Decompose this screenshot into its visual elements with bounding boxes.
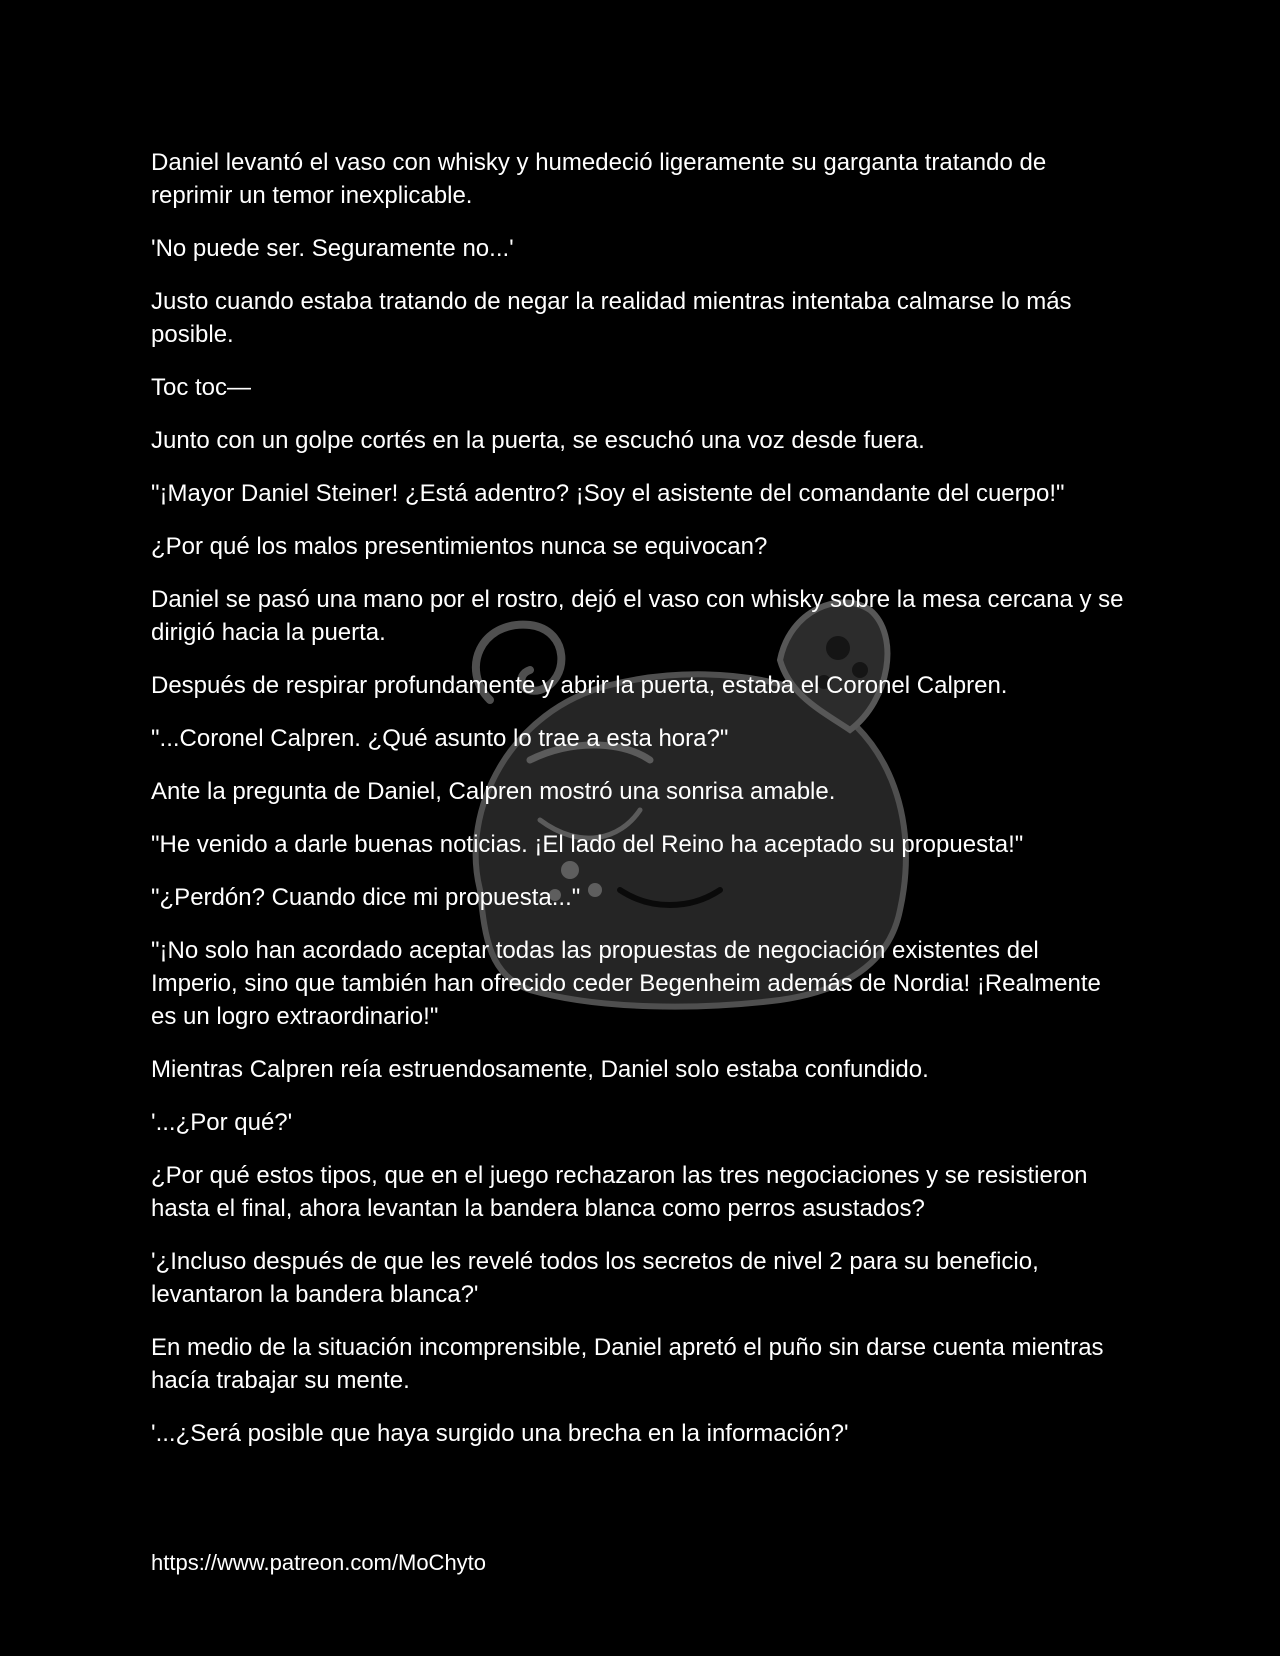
paragraph: Después de respirar profundamente y abrir la puerta, estaba el Coronel Calpren. bbox=[151, 672, 1008, 699]
text-body bbox=[151, 146, 1131, 1470]
paragraph: Justo cuando estaba tratando de negar la realidad mientras intentaba calmarse lo más posible. bbox=[151, 288, 1072, 348]
paragraph: "He venido a darle buenas noticias. ¡El lado del Reino ha aceptado su propuesta!" bbox=[151, 831, 1024, 858]
patreon-link[interactable]: https://www.patreon.com/MoChyto bbox=[151, 1550, 487, 1575]
paragraph: '...¿Por qué?' bbox=[151, 1109, 293, 1136]
paragraph: ¿Por qué estos tipos, que en el juego rechazaron las tres negociaciones y se resistieron hasta el final, ahora levantan la bandera blanca como perros asustados? bbox=[151, 1162, 1088, 1222]
paragraph: "...Coronel Calpren. ¿Qué asunto lo trae a esta hora?" bbox=[151, 725, 729, 752]
paragraph: Toc toc— bbox=[151, 374, 252, 401]
paragraph: Mientras Calpren reía estruendosamente, Daniel solo estaba confundido. bbox=[151, 1056, 929, 1083]
paragraph: "¿Perdón? Cuando dice mi propuesta..." bbox=[151, 884, 581, 911]
paragraph: ¿Por qué los malos presentimientos nunca se equivocan? bbox=[151, 533, 768, 560]
paragraph: Ante la pregunta de Daniel, Calpren mostró una sonrisa amable. bbox=[151, 778, 836, 805]
paragraph: Daniel se pasó una mano por el rostro, dejó el vaso con whisky sobre la mesa cercana y se dirigió hacia la puerta. bbox=[151, 586, 1124, 646]
paragraph: Daniel levantó el vaso con whisky y humedeció ligeramente su garganta tratando de reprimir un temor inexplicable. bbox=[151, 149, 1047, 209]
paragraph: 'No puede ser. Seguramente no...' bbox=[151, 235, 514, 262]
paragraph: "¡No solo han acordado aceptar todas las propuestas de negociación existentes del Imperio, sino que también han ofrecido ceder Begenheim además de Nordia! ¡Realmente es un logro extraordinario!" bbox=[151, 937, 1101, 1030]
paragraph: "¡Mayor Daniel Steiner! ¿Está adentro? ¡Soy el asistente del comandante del cuerpo!" bbox=[151, 480, 1065, 507]
paragraph: Junto con un golpe cortés en la puerta, se escuchó una voz desde fuera. bbox=[151, 427, 925, 454]
paragraph: En medio de la situación incomprensible, Daniel apretó el puño sin darse cuenta mientras hacía trabajar su mente. bbox=[151, 1334, 1104, 1394]
paragraph: '...¿Será posible que haya surgido una brecha en la información?' bbox=[151, 1420, 849, 1447]
paragraph: '¿Incluso después de que les revelé todos los secretos de nivel 2 para su beneficio, levantaron la bandera blanca?' bbox=[151, 1248, 1039, 1308]
